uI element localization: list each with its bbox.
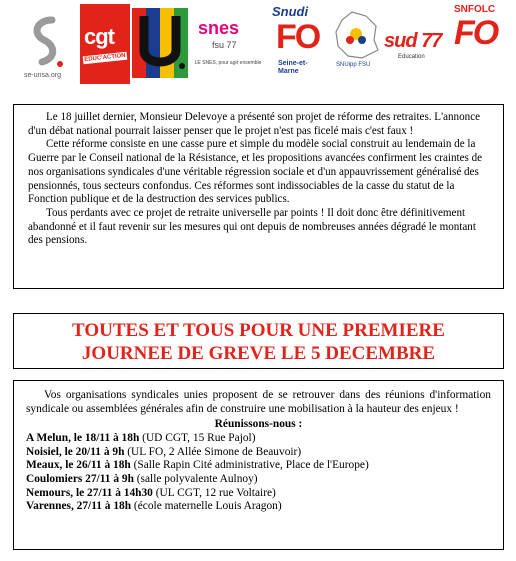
intro-paragraph: Cette réforme consiste en une casse pure et simple du modèle social construit au lendemain de la Guerre par le Conseil national de la Résistance, et les propositions avancées confirment les craintes de nos organisations syndicales d'une véritable régression sociale et d'un appauvrissement généralisé des pensionnés, tous secteurs confondus. Ces réformes sont indissociables de la casse du statut de la Fonction publique et de la destruction des services publics. (28, 138, 483, 206)
meeting-when: Nemours, le 27/11 à 14h30 (26, 486, 153, 499)
snudi-fo-logo (268, 4, 324, 88)
meeting-when: A Melun, le 18/11 à 18h (26, 431, 140, 444)
meeting-where: (UL FO, 2 Allée Simone de Beauvoir) (124, 445, 302, 458)
snes-fsu-logo (192, 6, 264, 78)
meeting-when: Varennes, 27/11 à 18h (26, 500, 132, 513)
snes-fsu: fsu 77 (212, 40, 237, 50)
meeting-item (26, 473, 491, 487)
sud-name: sud 77 (384, 30, 442, 52)
cgt-tagline: ÉDUC'ACTION (84, 52, 126, 64)
sud-caption: Education (398, 54, 425, 60)
strike-title-line: JOURNEE DE GREVE LE 5 DECEMBRE (81, 343, 436, 364)
snudi-area: Seine-et-Marne (278, 60, 308, 75)
cgt-educaction-logo (80, 4, 130, 84)
snudi-name: Snudi (272, 4, 309, 19)
meeting-when: Meaux, le 26/11 à 18h (26, 459, 131, 472)
u-logo (132, 8, 188, 78)
intro-box (13, 104, 504, 289)
france-map-icon (332, 10, 380, 60)
se-unsa-logo (22, 14, 78, 82)
se-unsa-mark-icon (22, 14, 78, 72)
snuipp-caption: SNUipp FSU (336, 62, 371, 68)
meeting-where: (école maternelle Louis Aragon) (131, 500, 282, 513)
intro-paragraph: Le 18 juillet dernier, Monsieur Delevoye a présenté son projet de réforme des retraites. L'annonce d'un débat national pourrait laisser penser que le projet n'est pas ficelé mais c'est faux ! (28, 111, 481, 137)
meetings-intro: Vos organisations syndicales unies proposent de se retrouver dans des réunions d'information syndicale ou assemblées générales afin de construire une mobilisation à la hauteur des enjeux ! (26, 389, 491, 415)
meeting-where: (salle polyvalente Aulnoy) (133, 473, 258, 486)
sud-education-logo (384, 8, 446, 78)
meetings-box (13, 380, 504, 550)
meeting-item (26, 500, 491, 514)
snes-name: snes (198, 18, 240, 38)
se-unsa-caption: se-unsa.org (24, 72, 61, 79)
strike-title-box (13, 313, 504, 369)
u-mark-icon (132, 8, 188, 78)
meeting-when: Coulomiers 27/11 à 9h (26, 473, 134, 486)
snfolc-fo: FO (454, 14, 498, 52)
snfolc-name: SNFOLC (454, 4, 496, 15)
meeting-item (26, 432, 491, 446)
snudi-fo: FO (276, 18, 320, 56)
meeting-where: (UD CGT, 15 Rue Pajol) (139, 431, 256, 444)
meeting-where: (Salle Rapin Cité administrative, Place de l'Europe) (130, 459, 369, 472)
meeting-item (26, 487, 491, 501)
meeting-item (26, 459, 491, 473)
strike-title-line: TOUTES ET TOUS POUR UNE PREMIERE (72, 320, 445, 341)
intro-paragraph: Tous perdants avec ce projet de retraite universelle par points ! Il doit donc être définitivement abandonné et il faut revenir sur les mesures qui ont depuis de nombreuses années dégradé le montant des pensions. (28, 206, 476, 247)
meeting-item (26, 446, 491, 460)
snuipp-fsu-logo (332, 10, 380, 76)
meetings-heading: Réunissons-nous : (214, 418, 303, 431)
snfolc-fo-logo (450, 4, 512, 80)
meeting-when: Noisiel, le 20/11 à 9h (26, 445, 125, 458)
cgt-name: cgt (84, 24, 114, 49)
snes-caption: LE SNES, pour agir ensemble (194, 60, 262, 66)
logo-strip (0, 0, 516, 92)
meeting-where: (UL CGT, 12 rue Voltaire) (152, 486, 276, 499)
